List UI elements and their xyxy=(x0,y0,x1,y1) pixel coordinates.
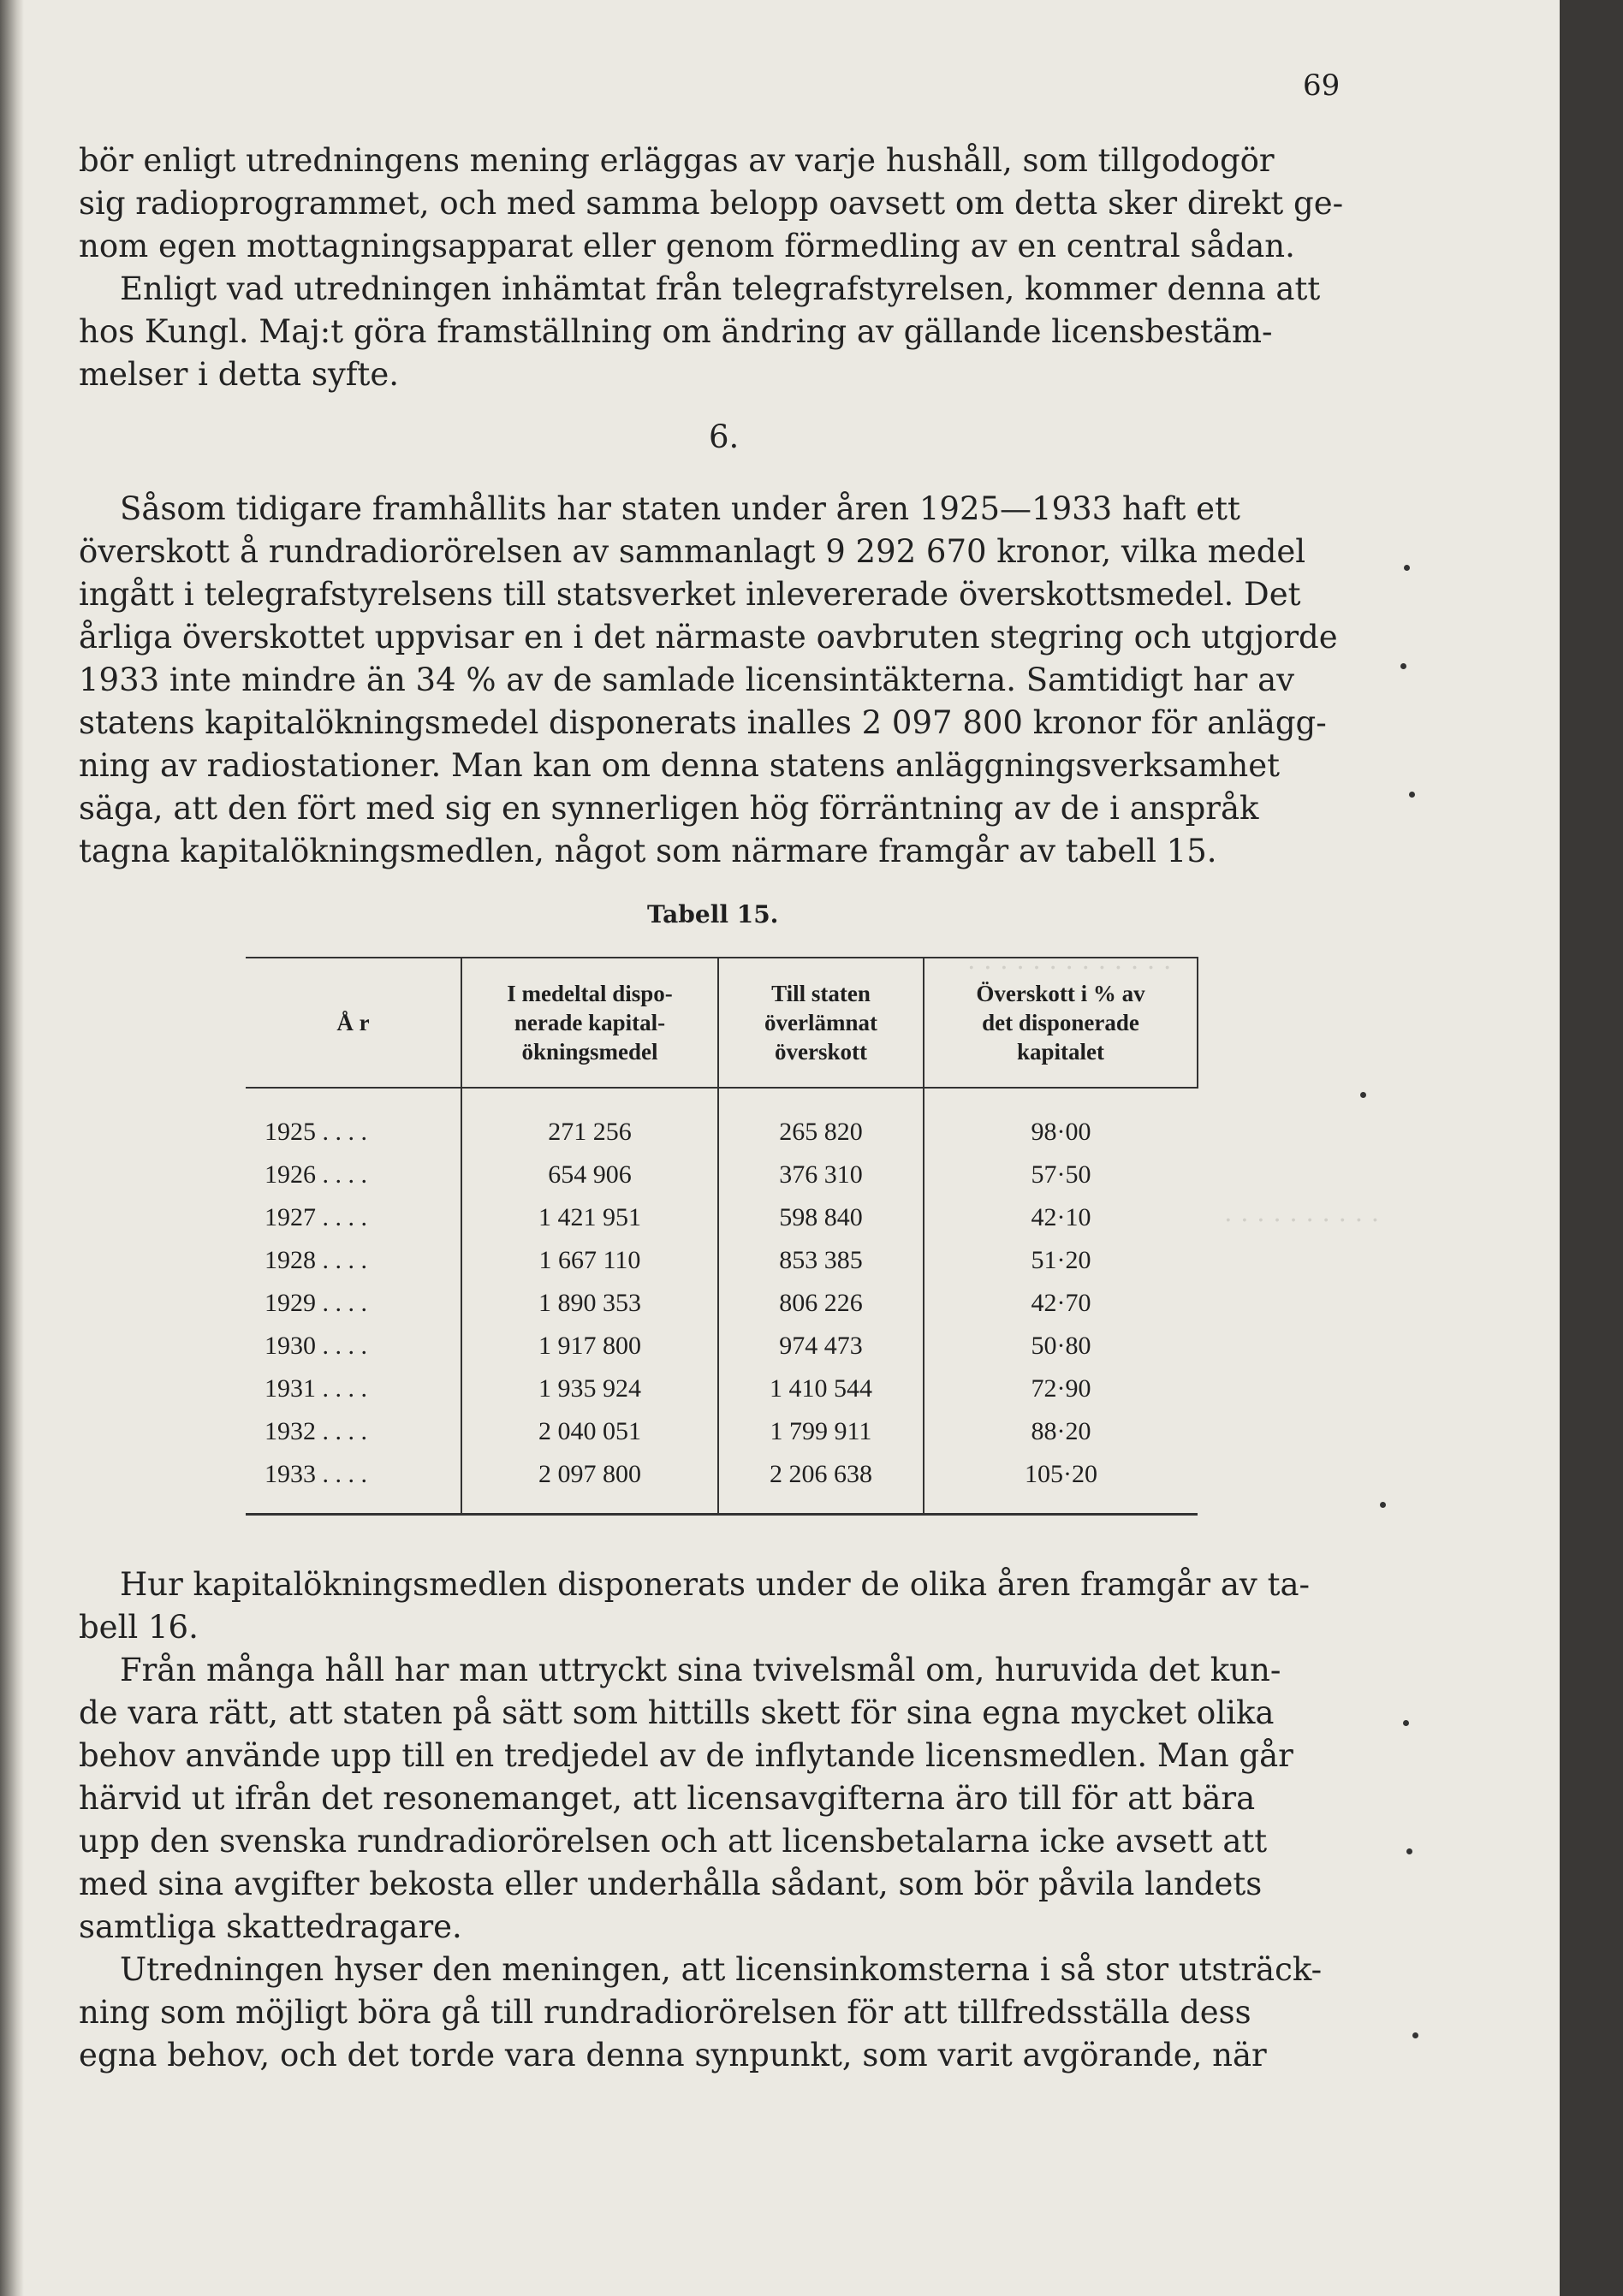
paragraph-4-line: behov använde upp till en tredjedel av de inflytande licensmedlen. Man går xyxy=(79,1737,1293,1774)
paragraph-5-line: egna behov, och det torde vara denna synpunkt, som varit avgörande, när xyxy=(79,2037,1267,2074)
paragraph-4-line: upp den svenska rundradiorörelsen och att licensbetalarna icke avsett att xyxy=(79,1823,1268,1860)
paragraph-5-line: Utredningen hyser den meningen, att licensinkomsterna i så stor utsträck- xyxy=(120,1951,1323,1988)
show-through-text: . . . . . . . . . . xyxy=(1224,1198,1380,1228)
year-cell: 1928 . . . . xyxy=(265,1246,367,1274)
margin-speck xyxy=(1409,792,1415,798)
paragraph-2-line: 1933 inte mindre än 34 % av de samlade licensintäkterna. Samtidigt har av xyxy=(79,662,1295,698)
page-spine-shadow xyxy=(0,0,24,2296)
year-cell: 1927 . . . . xyxy=(265,1203,367,1231)
capital-cell: 1 421 951 xyxy=(461,1196,718,1239)
margin-speck xyxy=(1380,1502,1386,1508)
year-cell: 1926 . . . . xyxy=(265,1160,367,1189)
percent-cell: 88·20 xyxy=(924,1410,1198,1453)
paragraph-1-line: Enligt vad utredningen inhämtat från telegrafstyrelsen, kommer denna att xyxy=(120,270,1321,307)
table-row xyxy=(246,1282,1198,1325)
capital-cell: 2 097 800 xyxy=(461,1453,718,1515)
paragraph-1-line: nom egen mottagningsapparat eller genom förmedling av en central sådan. xyxy=(79,228,1295,264)
section-number: 6. xyxy=(709,418,740,455)
surplus-cell: 265 820 xyxy=(718,1088,924,1154)
paragraph-2-line: ning av radiostationer. Man kan om denna statens anläggningsverksamhet xyxy=(79,747,1280,784)
percent-cell: 57·50 xyxy=(924,1154,1198,1196)
year-cell: 1925 . . . . xyxy=(265,1118,367,1146)
paragraph-1-line: sig radioprogrammet, och med samma belopp oavsett om detta sker direkt ge- xyxy=(79,185,1344,222)
table-15 xyxy=(246,957,1198,1516)
margin-speck xyxy=(1360,1092,1366,1098)
paragraph-3-line: Hur kapitalökningsmedlen disponerats under de olika åren framgår av ta- xyxy=(120,1566,1311,1603)
paragraph-2-line: tagna kapitalökningsmedlen, något som närmare framgår av tabell 15. xyxy=(79,833,1217,869)
page-number: 69 xyxy=(1303,68,1341,103)
table-row xyxy=(246,1239,1198,1282)
percent-cell: 72·90 xyxy=(924,1368,1198,1410)
paragraph-2-line: Såsom tidigare framhållits har staten under åren 1925—1933 haft ett xyxy=(120,490,1240,527)
paragraph-2-line: överskott å rundradiorörelsen av sammanlagt 9 292 670 kronor, vilka medel xyxy=(79,533,1306,570)
table-caption: Tabell 15. xyxy=(647,900,779,928)
header-year: Å r xyxy=(246,958,461,1088)
paragraph-2-line: säga, att den fört med sig en synnerligen hög förräntning av de i anspråk xyxy=(79,790,1259,827)
percent-cell: 50·80 xyxy=(924,1325,1198,1368)
paragraph-4-line: samtliga skattedragare. xyxy=(79,1908,462,1945)
surplus-cell: 598 840 xyxy=(718,1196,924,1239)
surplus-cell: 2 206 638 xyxy=(718,1453,924,1515)
paragraph-2-line: statens kapitalökningsmedel disponerats inalles 2 097 800 kronor för anlägg- xyxy=(79,704,1327,741)
capital-cell: 1 917 800 xyxy=(461,1325,718,1368)
table-row xyxy=(246,1088,1198,1154)
paragraph-2-line: årliga överskottet uppvisar en i det närmaste oavbruten stegring och utgjorde xyxy=(79,619,1338,656)
margin-speck xyxy=(1412,2032,1418,2038)
percent-cell: 105·20 xyxy=(924,1453,1198,1515)
table-header-row xyxy=(246,958,1198,1088)
year-cell: 1931 . . . . xyxy=(265,1374,367,1403)
paragraph-1-line: melser i detta syfte. xyxy=(79,356,399,393)
margin-speck xyxy=(1404,565,1410,571)
table-row xyxy=(246,1453,1198,1515)
paragraph-4-line: Från många håll har man uttryckt sina tvivelsmål om, huruvida det kun- xyxy=(120,1652,1281,1688)
margin-speck xyxy=(1406,1848,1412,1854)
surplus-cell: 806 226 xyxy=(718,1282,924,1325)
paragraph-4-line: härvid ut ifrån det resonemanget, att licensavgifterna äro till för att bära xyxy=(79,1780,1256,1817)
paragraph-1-line: bör enligt utredningens mening erläggas av varje hushåll, som tillgodogör xyxy=(79,142,1275,179)
table-row xyxy=(246,1196,1198,1239)
margin-speck xyxy=(1400,663,1406,669)
capital-cell: 271 256 xyxy=(461,1088,718,1154)
year-cell: 1932 . . . . xyxy=(265,1417,367,1445)
table-row xyxy=(246,1368,1198,1410)
capital-cell: 2 040 051 xyxy=(461,1410,718,1453)
percent-cell: 98·00 xyxy=(924,1088,1198,1154)
percent-cell: 42·10 xyxy=(924,1196,1198,1239)
table-row xyxy=(246,1154,1198,1196)
year-cell: 1929 . . . . xyxy=(265,1289,367,1317)
surplus-cell: 853 385 xyxy=(718,1239,924,1282)
capital-cell: 1 890 353 xyxy=(461,1282,718,1325)
capital-cell: 1 935 924 xyxy=(461,1368,718,1410)
year-cell: 1933 . . . . xyxy=(265,1460,367,1488)
table-row xyxy=(246,1410,1198,1453)
table-row xyxy=(246,1325,1198,1368)
surplus-cell: 1 799 911 xyxy=(718,1410,924,1453)
paragraph-2-line: ingått i telegrafstyrelsens till statsverket inlevererade överskottsmedel. Det xyxy=(79,576,1301,613)
percent-cell: 42·70 xyxy=(924,1282,1198,1325)
header-surplus: Till staten överlämnat överskott xyxy=(718,958,924,1088)
surplus-cell: 1 410 544 xyxy=(718,1368,924,1410)
paragraph-4-line: de vara rätt, att staten på sätt som hittills skett för sina egna mycket olika xyxy=(79,1694,1275,1731)
paragraph-4-line: med sina avgifter bekosta eller underhålla sådant, som bör påvila landets xyxy=(79,1866,1263,1902)
paragraph-1-line: hos Kungl. Maj:t göra framställning om ändring av gällande licensbestäm- xyxy=(79,313,1273,350)
capital-cell: 1 667 110 xyxy=(461,1239,718,1282)
header-percent: Överskott i % av det disponerade kapitalet xyxy=(924,958,1198,1088)
paragraph-5-line: ning som möjligt böra gå till rundradiorörelsen för att tillfredsställa dess xyxy=(79,1994,1251,2031)
surplus-cell: 376 310 xyxy=(718,1154,924,1196)
header-capital: I medeltal dispo- nerade kapital- ökningsmedel xyxy=(461,958,718,1088)
year-cell: 1930 . . . . xyxy=(265,1332,367,1360)
surplus-cell: 974 473 xyxy=(718,1325,924,1368)
percent-cell: 51·20 xyxy=(924,1239,1198,1282)
margin-speck xyxy=(1403,1720,1409,1726)
capital-cell: 654 906 xyxy=(461,1154,718,1196)
paragraph-3-line: bell 16. xyxy=(79,1609,199,1646)
show-through-text: . . . . . . . . . . . . . xyxy=(967,946,1172,976)
